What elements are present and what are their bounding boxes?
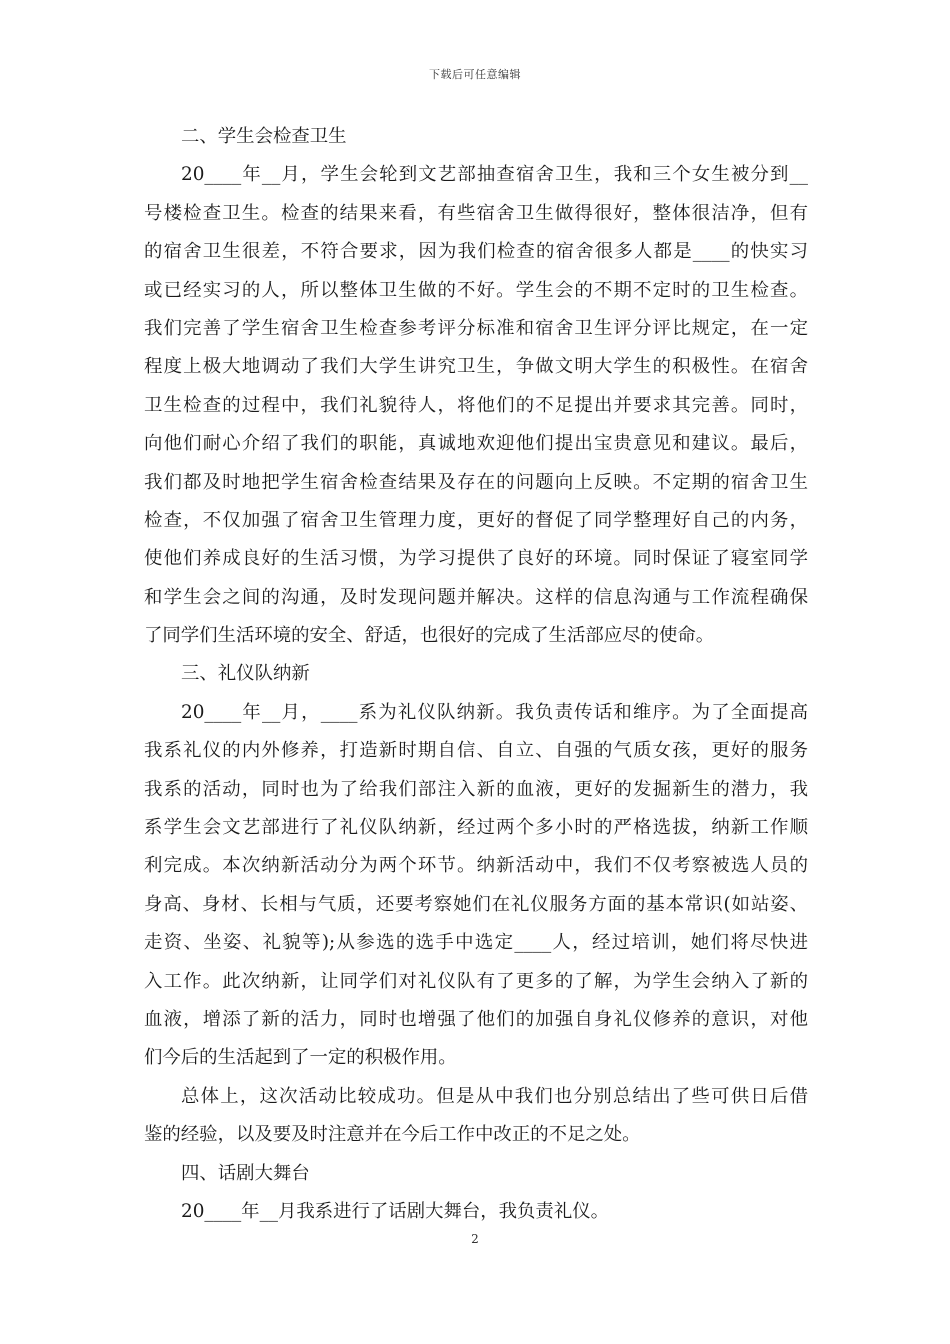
- page-header: 下载后可任意编辑: [429, 68, 521, 81]
- page-number: 2: [471, 1232, 479, 1246]
- text-line: 20____年__月，____系为礼仪队纳新。我负责传话和维序。为了全面提高: [181, 701, 808, 723]
- text-line: 号楼检查卫生。检查的结果来看，有些宿舍卫生做得很好，整体很洁净，但有: [144, 202, 808, 224]
- text-line: 们今后的生活起到了一定的积极作用。: [144, 1047, 457, 1069]
- text-line: 我们都及时地把学生宿舍检查结果及存在的问题向上反映。不定期的宿舍卫生: [144, 471, 808, 493]
- text-line: 使他们养成良好的生活习惯，为学习提供了良好的环境。同时保证了寝室同学: [144, 548, 808, 570]
- text-line: 20____年__月我系进行了话剧大舞台，我负责礼仪。: [181, 1200, 609, 1222]
- text-line: 卫生检查的过程中，我们礼貌待人，将他们的不足提出并要求其完善。同时，: [144, 394, 808, 416]
- text-line: 或已经实习的人，所以整体卫生做的不好。学生会的不期不定时的卫生检查。: [144, 279, 808, 301]
- text-line: 身高、身材、长相与气质，还要考察她们在礼仪服务方面的基本常识(如站姿、: [144, 893, 808, 915]
- text-line: 检查，不仅加强了宿舍卫生管理力度，更好的督促了同学整理好自己的内务，: [144, 509, 808, 531]
- text-line: 系学生会文艺部进行了礼仪队纳新，经过两个多小时的严格选拔，纳新工作顺: [144, 817, 808, 839]
- text-line: 了同学们生活环境的安全、舒适，也很好的完成了生活部应尽的使命。: [144, 625, 715, 647]
- text-line: 入工作。此次纳新，让同学们对礼仪队有了更多的了解，为学生会纳入了新的: [144, 970, 808, 992]
- text-line: 的宿舍卫生很差，不符合要求，因为我们检查的宿舍很多人都是____的快实习: [144, 241, 808, 263]
- text-line: 二、学生会检查卫生: [181, 126, 347, 147]
- text-line: 我系礼仪的内外修养，打造新时期自信、自立、自强的气质女孩，更好的服务: [144, 740, 808, 762]
- document-body: [144, 118, 808, 1231]
- text-line: 总体上，这次活动比较成功。但是从中我们也分别总结出了些可供日后借: [181, 1085, 808, 1107]
- text-line: 和学生会之间的沟通，及时发现问题并解决。这样的信息沟通与工作流程确保: [144, 586, 808, 608]
- text-line: 我们完善了学生宿舍卫生检查参考评分标准和宿舍卫生评分评比规定，在一定: [144, 317, 808, 339]
- text-line: 向他们耐心介绍了我们的职能，真诚地欢迎他们提出宝贵意见和建议。最后，: [144, 433, 808, 455]
- text-line: 走资、坐姿、礼貌等);从参选的选手中选定____人，经过培训，她们将尽快进: [144, 932, 808, 954]
- text-line: 血液，增添了新的活力，同时也增强了他们的加强自身礼仪修养的意识，对他: [144, 1008, 808, 1030]
- text-line: 20____年__月，学生会轮到文艺部抽查宿舍卫生，我和三个女生被分到__: [181, 164, 808, 186]
- text-line: 鉴的经验，以及要及时注意并在今后工作中改正的不足之处。: [144, 1124, 641, 1146]
- text-line: 利完成。本次纳新活动分为两个环节。纳新活动中，我们不仅考察被选人员的: [144, 855, 808, 877]
- text-line: 我系的活动，同时也为了给我们部注入新的血液，更好的发掘新生的潜力，我: [144, 778, 808, 800]
- text-line: 三、礼仪队纳新: [181, 663, 310, 685]
- text-line: 程度上极大地调动了我们大学生讲究卫生，争做文明大学生的积极性。在宿舍: [144, 356, 808, 378]
- text-line: 四、话剧大舞台: [181, 1162, 310, 1184]
